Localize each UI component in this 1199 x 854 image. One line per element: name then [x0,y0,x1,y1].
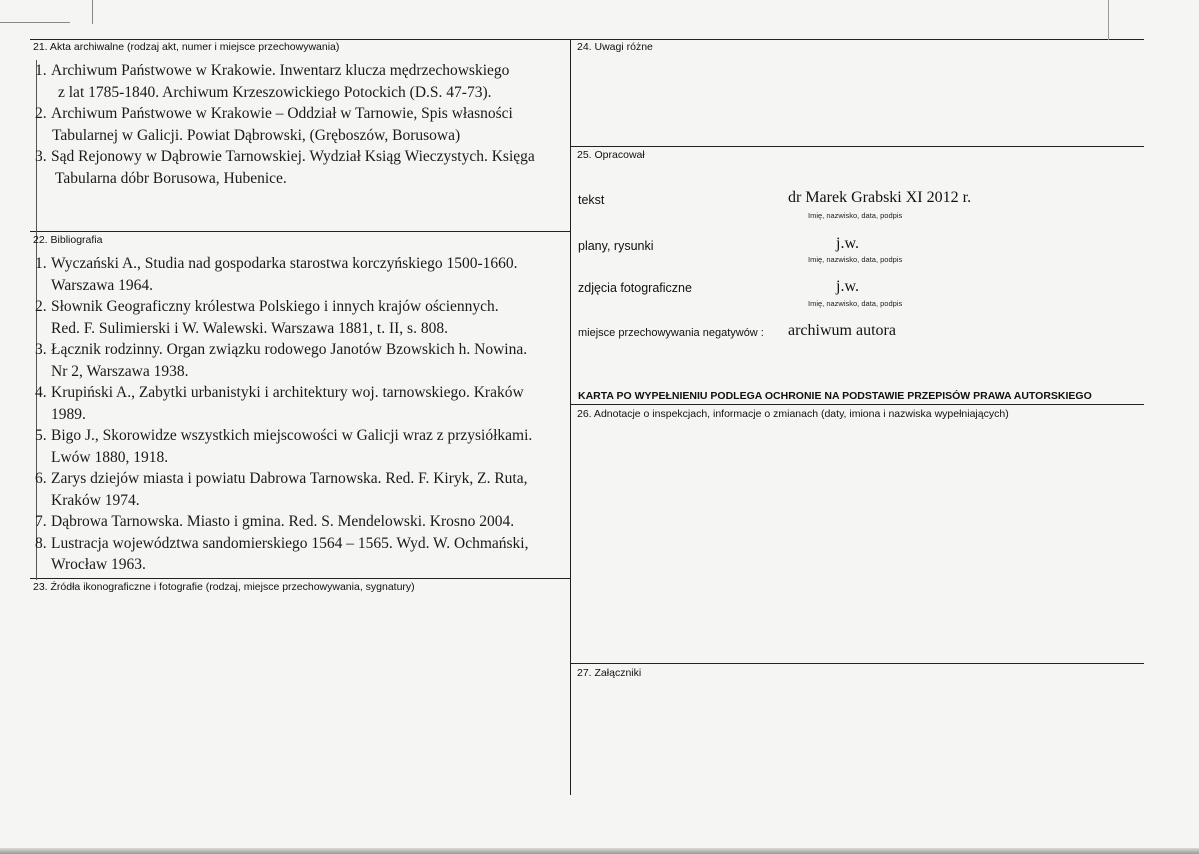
entry-number: 4. [35,384,47,401]
entry-line: Słownik Geograficzny królestwa Polskiego i innych krajów ościennych. [51,298,499,315]
entry-number: 6. [35,470,47,487]
negatives-label: miejsce przechowywania negatywów : [578,327,764,339]
entry-number: 1. [35,62,47,79]
photos-label: zdjęcia fotograficzne [578,281,692,295]
rule-25-26 [570,404,1144,405]
entry-line: Łącznik rodzinny. Organ związku rodowego Janotów Bzowskich h. Nowina. [51,341,528,358]
entry-line: Archiwum Państwowe w Krakowie. Inwentarz klucza mędrzechowskiego [51,62,510,79]
section-26-label: 26. Adnotacje o inspekcjach, informacje o zmianach (daty, imiona i nazwiska wypełniających) [577,408,1009,420]
copyright-notice: KARTA PO WYPEŁNIENIU PODLEGA OCHRONIE NA PODSTAWIE PRZEPISÓW PRAWA AUTORSKIEGO [578,390,1092,402]
section-21-label: 21. Akta archiwalne (rodzaj akt, numer i miejsce przechowywania) [33,41,340,53]
scan-bottom-edge [0,848,1199,854]
entry-line: Tabularnej w Galicji. Powiat Dąbrowski, (Gręboszów, Borusowa) [52,126,461,144]
entry-line: Lustracja województwa sandomierskiego 1564 – 1565. Wyd. W. Ochmański, [51,534,529,552]
section-27-label: 27. Załączniki [577,667,642,679]
entry-number: 3. [35,341,47,358]
entry-number: 1. [35,255,47,272]
entry-line: Dąbrowa Tarnowska. Miasto i gmina. Red. S. Mendelowski. Krosno 2004. [51,513,515,530]
entry-number: 2. [35,298,47,315]
rule-21-22 [30,231,570,232]
section-25-label: 25. Opracował [577,149,645,161]
plans-label: plany, rysunki [578,239,654,253]
entry-line: Krupiński A., Zabytki urbanistyki i architektury woj. tarnowskiego. Kraków [51,384,524,401]
plans-hint: Imię, nazwisko, data, podpis [808,255,903,264]
section-24-label: 24. Uwagi różne [577,41,653,53]
left-margin-mark [36,60,37,580]
entry-line: 1989. [51,405,86,423]
entry-line: Zarys dziejów miasta i powiatu Dabrowa Tarnowska. Red. F. Kiryk, Z. Ruta, [51,470,528,487]
entry-line: Archiwum Państwowe w Krakowie – Oddział w Tarnowie, Spis własności [51,105,513,122]
negatives-value: archiwum autora [788,322,896,339]
top-rule [30,39,1144,40]
entry-line: Wrocław 1963. [51,556,146,573]
column-divider [570,39,571,795]
section-22-label: 22. Bibliografia [33,234,103,246]
entry-number: 3. [35,148,47,165]
entry-line: Wyczański A., Studia nad gospodarka starostwa korczyńskiego 1500-1660. [51,255,518,272]
entry-number: 8. [35,534,47,552]
photos-hint: Imię, nazwisko, data, podpis [808,299,903,308]
entry-line: Sąd Rejonowy w Dąbrowie Tarnowskiej. Wydział Ksiąg Wieczystych. Księga [51,148,535,165]
entry-line: Kraków 1974. [51,491,140,509]
entry-number: 5. [35,427,47,444]
rule-26-27 [570,663,1144,664]
entry-line: Tabularna dóbr Borusowa, Hubenice. [55,169,287,187]
entry-line: Bigo J., Skorowidze wszystkich miejscowości w Galicji wraz z przysiółkami. [51,427,533,444]
entry-line: Lwów 1880, 1918. [51,448,169,466]
entry-line: Nr 2, Warszawa 1938. [51,362,189,380]
entry-number: 7. [35,513,47,530]
entry-line: z lat 1785-1840. Archiwum Krzeszowickiego Potockich (D.S. 47-73). [58,83,492,101]
entry-line: Red. F. Sulimierski i W. Walewski. Warszawa 1881, t. II, s. 808. [51,319,448,337]
rule-24-25 [570,146,1144,147]
rule-22-23 [30,578,570,579]
right-edge-mark [1108,0,1109,40]
section-23-label: 23. Źródła ikonograficzne i fotografie (rodzaj, miejsce przechowywania, sygnatury) [33,581,415,593]
author-text-value: dr Marek Grabski XI 2012 r. [788,189,972,206]
photos-value: j.w. [836,278,859,295]
plans-value: j.w. [836,235,859,252]
corner-mark [0,22,70,23]
corner-mark-v [92,0,93,24]
entry-line: Warszawa 1964. [51,276,154,294]
author-text-hint: Imię, nazwisko, data, podpis [808,211,903,220]
author-text-label: tekst [578,193,605,207]
entry-number: 2. [35,105,47,122]
